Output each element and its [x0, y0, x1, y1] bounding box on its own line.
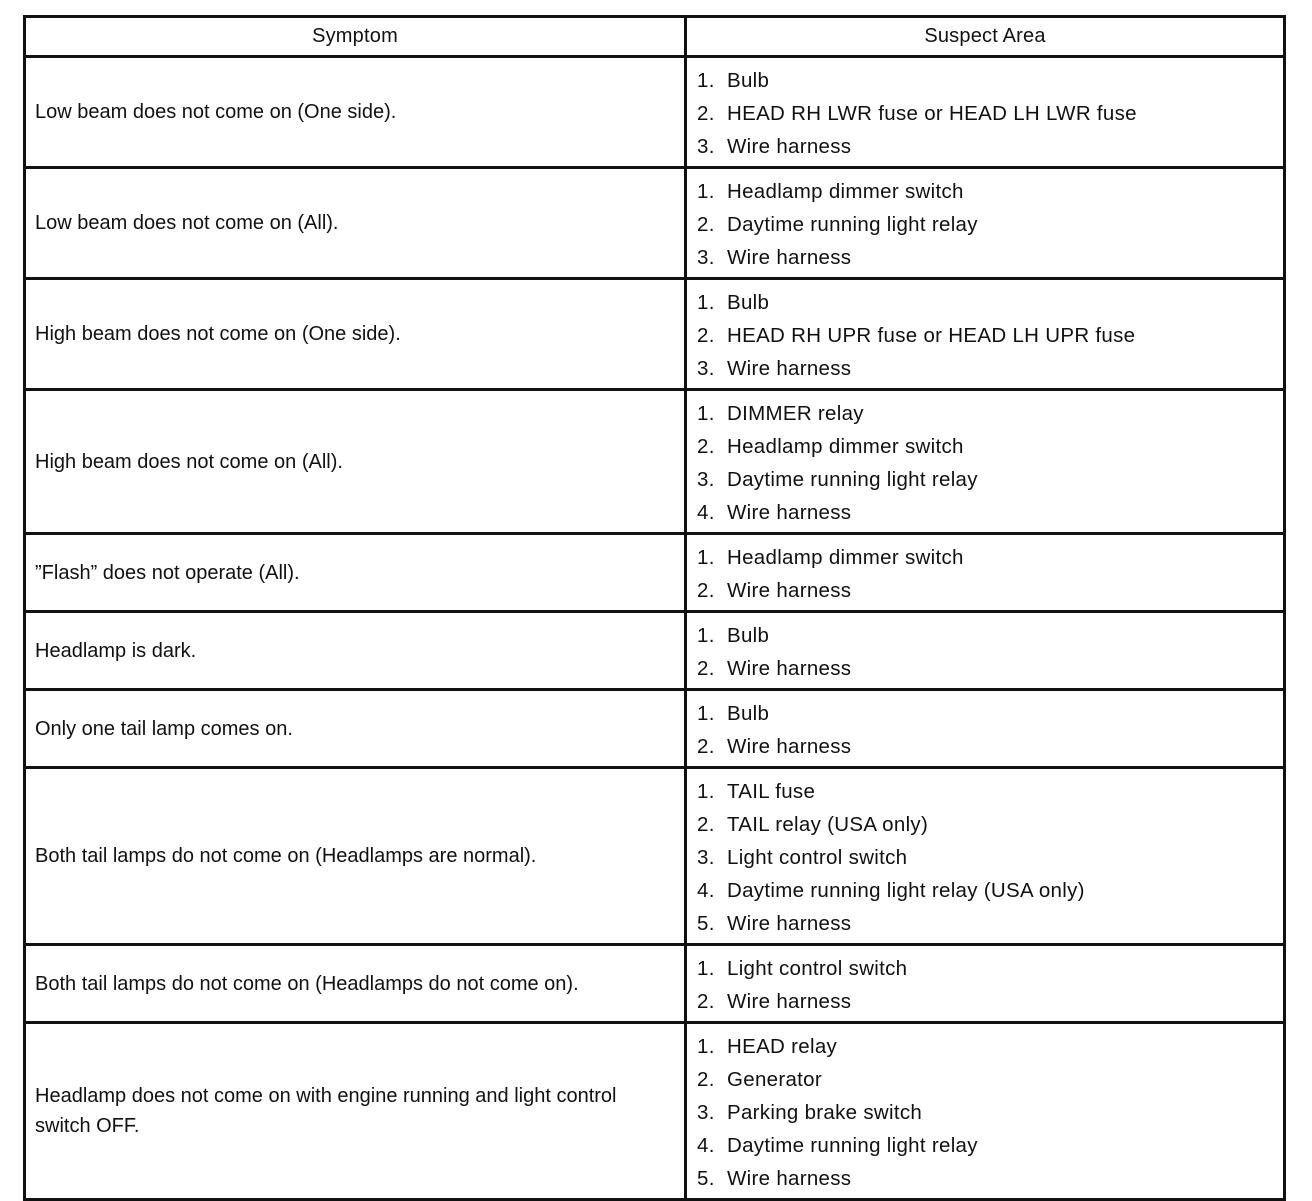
- suspect-item: [697, 430, 1283, 463]
- symptom-cell: Headlamp does not come on with engine running and light control switch OFF.: [25, 1023, 686, 1200]
- suspect-item-label: Light control switch: [727, 957, 908, 980]
- suspect-item-label: Daytime running light relay: [727, 213, 978, 236]
- symptom-cell: Low beam does not come on (One side).: [25, 57, 686, 168]
- suspect-item-number: 5.: [697, 912, 715, 935]
- suspect-item: [697, 208, 1283, 241]
- suspect-item-number: 4.: [697, 879, 715, 902]
- suspect-item: [697, 730, 1283, 763]
- suspect-item-label: Parking brake switch: [727, 1101, 923, 1124]
- symptom-cell: ”Flash” does not operate (All).: [25, 534, 686, 612]
- suspect-item: [697, 775, 1283, 808]
- suspect-item: [697, 241, 1283, 274]
- suspect-item-number: 1.: [697, 702, 715, 725]
- suspect-item-label: Daytime running light relay: [727, 1134, 978, 1157]
- suspect-area-cell: [686, 945, 1285, 1023]
- suspect-item-number: 2.: [697, 324, 715, 347]
- suspect-item: [697, 1063, 1283, 1096]
- suspect-item-label: Bulb: [727, 702, 770, 725]
- suspect-list: [697, 64, 1283, 163]
- symptom-cell: Low beam does not come on (All).: [25, 168, 686, 279]
- suspect-item-number: 2.: [697, 735, 715, 758]
- suspect-item-label: Headlamp dimmer switch: [727, 180, 964, 203]
- suspect-item-label: Wire harness: [727, 1167, 852, 1190]
- suspect-item: [697, 286, 1283, 319]
- suspect-item-label: Wire harness: [727, 579, 852, 602]
- suspect-item: [697, 574, 1283, 607]
- suspect-list: [697, 541, 1283, 607]
- suspect-list: [697, 175, 1283, 274]
- suspect-list: [697, 775, 1283, 940]
- suspect-item: [697, 1096, 1283, 1129]
- suspect-item-number: 4.: [697, 501, 715, 524]
- suspect-item-label: Headlamp dimmer switch: [727, 546, 964, 569]
- suspect-item: [697, 541, 1283, 574]
- suspect-item-label: Daytime running light relay (USA only): [727, 879, 1085, 902]
- suspect-item-number: 3.: [697, 135, 715, 158]
- suspect-item-label: TAIL relay (USA only): [727, 813, 929, 836]
- suspect-item: [697, 985, 1283, 1018]
- suspect-list: [697, 952, 1283, 1018]
- suspect-item-number: 1.: [697, 180, 715, 203]
- suspect-item-number: 1.: [697, 291, 715, 314]
- suspect-item: [697, 496, 1283, 529]
- suspect-list: [697, 697, 1283, 763]
- suspect-item: [697, 841, 1283, 874]
- table-row: [25, 612, 1285, 690]
- suspect-item: [697, 874, 1283, 907]
- symptom-cell: Both tail lamps do not come on (Headlamps are normal).: [25, 768, 686, 945]
- suspect-item-label: Light control switch: [727, 846, 908, 869]
- suspect-area-cell: [686, 57, 1285, 168]
- suspect-item-number: 1.: [697, 957, 715, 980]
- suspect-item-label: Bulb: [727, 69, 770, 92]
- suspect-item-label: HEAD relay: [727, 1035, 838, 1058]
- suspect-item-label: HEAD RH UPR fuse or HEAD LH UPR fuse: [727, 324, 1136, 347]
- suspect-item: [697, 352, 1283, 385]
- suspect-area-cell: [686, 168, 1285, 279]
- suspect-item-label: TAIL fuse: [727, 780, 816, 803]
- suspect-item-number: 2.: [697, 1068, 715, 1091]
- suspect-item-number: 1.: [697, 69, 715, 92]
- suspect-item: [697, 952, 1283, 985]
- suspect-item: [697, 1030, 1283, 1063]
- suspect-item-number: 2.: [697, 435, 715, 458]
- symptom-cell: Headlamp is dark.: [25, 612, 686, 690]
- suspect-item-number: 1.: [697, 1035, 715, 1058]
- suspect-area-cell: [686, 534, 1285, 612]
- suspect-item-number: 1.: [697, 624, 715, 647]
- suspect-item-number: 1.: [697, 546, 715, 569]
- table-body: [25, 57, 1285, 1200]
- suspect-item-number: 2.: [697, 102, 715, 125]
- suspect-item-number: 2.: [697, 990, 715, 1013]
- suspect-item: [697, 907, 1283, 940]
- suspect-item: [697, 64, 1283, 97]
- suspect-item-number: 3.: [697, 846, 715, 869]
- suspect-item-label: HEAD RH LWR fuse or HEAD LH LWR fuse: [727, 102, 1137, 125]
- suspect-list: [697, 397, 1283, 529]
- suspect-item-number: 3.: [697, 468, 715, 491]
- suspect-item-label: Bulb: [727, 291, 770, 314]
- suspect-item: [697, 652, 1283, 685]
- suspect-item-label: Wire harness: [727, 990, 852, 1013]
- suspect-area-cell: [686, 690, 1285, 768]
- suspect-area-cell: [686, 279, 1285, 390]
- header-row: [25, 17, 1285, 57]
- suspect-item-number: 5.: [697, 1167, 715, 1190]
- table-header: [25, 17, 1285, 57]
- suspect-item-label: Wire harness: [727, 735, 852, 758]
- suspect-item: [697, 319, 1283, 352]
- suspect-list: [697, 286, 1283, 385]
- suspect-item-label: DIMMER relay: [727, 402, 864, 425]
- table-row: [25, 57, 1285, 168]
- suspect-item: [697, 1162, 1283, 1195]
- suspect-list: [697, 1030, 1283, 1195]
- symptom-cell: High beam does not come on (One side).: [25, 279, 686, 390]
- suspect-item-number: 3.: [697, 357, 715, 380]
- suspect-item-number: 2.: [697, 579, 715, 602]
- suspect-item: [697, 619, 1283, 652]
- suspect-item-number: 3.: [697, 1101, 715, 1124]
- table-row: [25, 279, 1285, 390]
- suspect-area-column-header: Suspect Area: [686, 17, 1285, 57]
- suspect-item-number: 2.: [697, 657, 715, 680]
- suspect-item-number: 3.: [697, 246, 715, 269]
- suspect-item-label: Wire harness: [727, 912, 852, 935]
- suspect-item: [697, 130, 1283, 163]
- suspect-item-label: Bulb: [727, 624, 770, 647]
- table-row: [25, 390, 1285, 534]
- suspect-item-label: Wire harness: [727, 657, 852, 680]
- table-row: [25, 690, 1285, 768]
- table-row: [25, 768, 1285, 945]
- suspect-area-cell: [686, 1023, 1285, 1200]
- suspect-area-cell: [686, 390, 1285, 534]
- suspect-item-label: Wire harness: [727, 135, 852, 158]
- suspect-list: [697, 619, 1283, 685]
- table-row: [25, 1023, 1285, 1200]
- table-row: [25, 534, 1285, 612]
- troubleshooting-table: [23, 15, 1286, 1201]
- suspect-item-number: 2.: [697, 213, 715, 236]
- suspect-item-number: 2.: [697, 813, 715, 836]
- suspect-item: [697, 1129, 1283, 1162]
- suspect-item-number: 1.: [697, 402, 715, 425]
- suspect-item: [697, 463, 1283, 496]
- suspect-item: [697, 697, 1283, 730]
- suspect-item-label: Headlamp dimmer switch: [727, 435, 964, 458]
- suspect-item-label: Wire harness: [727, 501, 852, 524]
- suspect-area-cell: [686, 768, 1285, 945]
- suspect-item-number: 1.: [697, 780, 715, 803]
- suspect-area-cell: [686, 612, 1285, 690]
- suspect-item: [697, 97, 1283, 130]
- symptom-column-header: Symptom: [25, 17, 686, 57]
- suspect-item: [697, 175, 1283, 208]
- symptom-cell: Only one tail lamp comes on.: [25, 690, 686, 768]
- suspect-item-label: Daytime running light relay: [727, 468, 978, 491]
- suspect-item: [697, 397, 1283, 430]
- suspect-item-label: Wire harness: [727, 246, 852, 269]
- symptom-cell: Both tail lamps do not come on (Headlamps do not come on).: [25, 945, 686, 1023]
- symptom-cell: High beam does not come on (All).: [25, 390, 686, 534]
- table-row: [25, 945, 1285, 1023]
- table-row: [25, 168, 1285, 279]
- suspect-item-number: 4.: [697, 1134, 715, 1157]
- suspect-item: [697, 808, 1283, 841]
- suspect-item-label: Generator: [727, 1068, 822, 1091]
- suspect-item-label: Wire harness: [727, 357, 852, 380]
